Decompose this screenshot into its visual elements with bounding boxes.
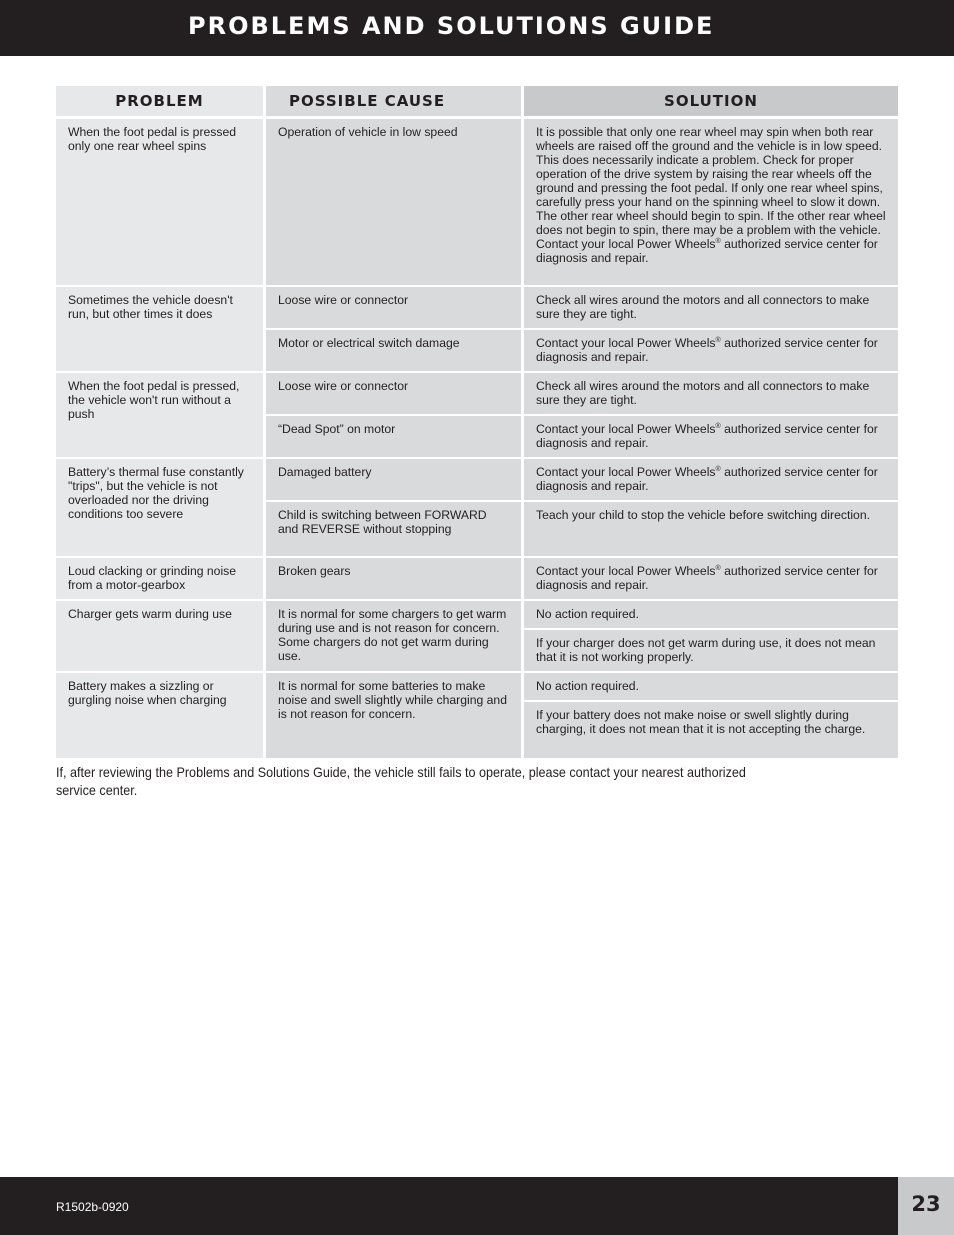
problem-cell: Battery’s thermal fuse constantly "trips", but the vehicle is not overloaded nor the driving conditions too severe xyxy=(56,459,266,558)
problem-cell: When the foot pedal is pressed only one rear wheel spins xyxy=(56,119,266,287)
solution-cell: No action required. xyxy=(524,673,898,702)
problem-cell: Sometimes the vehicle doesn't run, but other times it does xyxy=(56,287,266,373)
page-number-box xyxy=(898,1177,954,1235)
footnote-text: If, after reviewing the Problems and Solutions Guide, the vehicle still fails to operate, please contact your nearest authorized service center. xyxy=(56,764,746,798)
problem-cell: When the foot pedal is pressed, the vehicle won't run without a push xyxy=(56,373,266,459)
cause-cell: Operation of vehicle in low speed xyxy=(266,119,524,287)
cause-cell: Broken gears xyxy=(266,558,524,601)
cause-cell: Child is switching between FORWARD and REVERSE without stopping xyxy=(266,502,524,558)
footer-bar xyxy=(0,1177,954,1235)
cause-cell: Damaged battery xyxy=(266,459,524,502)
header-bar xyxy=(0,0,954,56)
solution-cell: Contact your local Power Wheels® authorized service center for diagnosis and repair. xyxy=(524,558,898,601)
solution-cell: Teach your child to stop the vehicle before switching direction. xyxy=(524,502,898,558)
cause-cell: It is normal for some batteries to make noise and swell slightly while charging and is not reason for concern. xyxy=(266,673,524,758)
cause-cell: Loose wire or connector xyxy=(266,287,524,330)
cause-cell: Loose wire or connector xyxy=(266,373,524,416)
problem-cell: Loud clacking or grinding noise from a motor-gearbox xyxy=(56,558,266,601)
solution-cell: No action required. xyxy=(524,601,898,630)
cause-cell: Motor or electrical switch damage xyxy=(266,330,524,373)
table-row xyxy=(56,373,898,416)
solution-cell: Check all wires around the motors and all connectors to make sure they are tight. xyxy=(524,287,898,330)
solution-cell: Check all wires around the motors and all connectors to make sure they are tight. xyxy=(524,373,898,416)
solution-cell: If your battery does not make noise or swell slightly during charging, it does not mean that it is not accepting the charge. xyxy=(524,702,898,758)
cause-cell: It is normal for some chargers to get warm during use and is not reason for concern. Some chargers do not get warm during use. xyxy=(266,601,524,673)
table-row xyxy=(56,601,898,630)
problem-cell: Charger gets warm during use xyxy=(56,601,266,673)
column-header-problem: PROBLEM xyxy=(56,86,266,119)
solution-cell: If your charger does not get warm during use, it does not mean that it is not working properly. xyxy=(524,630,898,673)
table-row xyxy=(56,673,898,702)
page-title: PROBLEMS AND SOLUTIONS GUIDE xyxy=(188,12,715,40)
table-row xyxy=(56,558,898,601)
problem-cell: Battery makes a sizzling or gurgling noise when charging xyxy=(56,673,266,758)
problems-solutions-table xyxy=(56,86,898,758)
document-code: R1502b-0920 xyxy=(56,1200,129,1214)
cause-cell: “Dead Spot” on motor xyxy=(266,416,524,459)
column-header-cause: POSSIBLE CAUSE xyxy=(266,86,524,119)
solution-cell: Contact your local Power Wheels® authorized service center for diagnosis and repair. xyxy=(524,330,898,373)
column-header-solution: SOLUTION xyxy=(524,86,898,119)
page-number: 23 xyxy=(911,1192,941,1216)
solution-cell: Contact your local Power Wheels® authorized service center for diagnosis and repair. xyxy=(524,416,898,459)
table-row xyxy=(56,287,898,330)
solution-cell: Contact your local Power Wheels® authorized service center for diagnosis and repair. xyxy=(524,459,898,502)
table-row xyxy=(56,459,898,502)
solution-cell: It is possible that only one rear wheel may spin when both rear wheels are raised off the ground and the vehicle is in low speed. This does necessarily indicate a problem. Check for proper operation of the drive system by raising the rear wheels off the ground and pressing the foot pedal. If only one rear wheel spins, carefully press your hand on the spinning wheel to slow it down. The other rear wheel should begin to spin. If the other rear wheel does not begin to spin, there may be a problem with the vehicle. Contact your local Power Wheels® authorized service center for diagnosis and repair. xyxy=(524,119,898,287)
table-row xyxy=(56,119,898,287)
